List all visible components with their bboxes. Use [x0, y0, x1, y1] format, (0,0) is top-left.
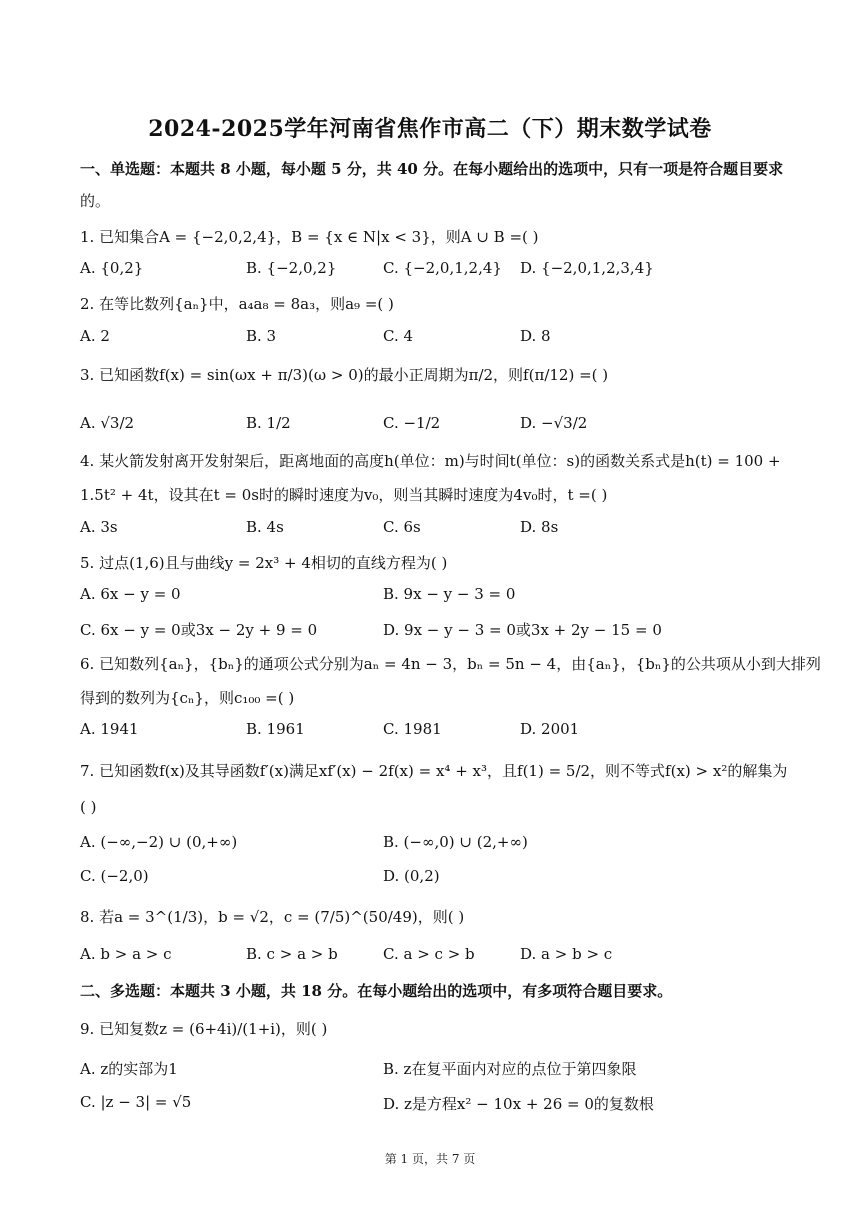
question-7-stem: 7. 已知函数f(x)及其导函数f′(x)满足xf′(x) − 2f(x) = x⁴ + x³，且f(1) = 5/2，则不等式f(x) > x²的解集为 [80, 762, 788, 780]
q3-option-c: C. −1/2 [383, 414, 441, 432]
question-8-stem: 8. 若a = 3^(1/3)，b = √2，c = (7/5)^(50/49)，则( ) [80, 908, 465, 926]
q8-option-a: A. b > a > c [80, 945, 172, 963]
q2-option-d: D. 8 [520, 327, 551, 345]
page-footer: 第 1 页，共 7 页 [384, 1152, 476, 1166]
q4-option-b: B. 4s [246, 518, 284, 536]
question-9-stem: 9. 已知复数z = (6+4i)/(1+i)，则( ) [80, 1020, 328, 1038]
page-title: 2024-2025学年河南省焦作市高二（下）期末数学试卷 [148, 116, 712, 142]
q4-option-d: D. 8s [520, 518, 559, 536]
q7-option-c: C. (−2,0) [80, 867, 149, 885]
section-heading-multiple-choice: 二、多选题：本题共 3 小题，共 18 分。在每小题给出的选项中，有多项符合题目要求。 [80, 982, 673, 1000]
q6-option-a: A. 1941 [80, 720, 139, 738]
q6-option-b: B. 1961 [246, 720, 305, 738]
q3-option-d: D. −√3/2 [520, 414, 588, 432]
q8-option-b: B. c > a > b [246, 945, 338, 963]
section-heading-single-choice: 一、单选题：本题共 8 小题，每小题 5 分，共 40 分。在每小题给出的选项中，只有一项是符合题目要求 [80, 160, 784, 178]
question-9-options-row2 [80, 1093, 780, 1115]
question-8-options [80, 945, 780, 967]
question-1-stem: 1. 已知集合A = {−2,0,2,4}，B = {x ∈ N|x < 3}，则A ∪ B =( ) [80, 228, 539, 246]
q5-option-c: C. 6x − y = 0或3x − 2y + 9 = 0 [80, 621, 318, 639]
question-5-options-row2 [80, 619, 780, 641]
question-1-options [80, 259, 780, 281]
q8-option-c: C. a > c > b [383, 945, 475, 963]
q5-option-a: A. 6x − y = 0 [80, 585, 181, 603]
q8-option-d: D. a > b > c [520, 945, 613, 963]
q7-option-a: A. (−∞,−2) ∪ (0,+∞) [80, 833, 238, 851]
question-5-options-row1 [80, 585, 780, 607]
question-9-options-row1 [80, 1058, 780, 1080]
question-2-stem: 2. 在等比数列{aₙ}中，a₄a₈ = 8a₃，则a₉ =( ) [80, 295, 394, 313]
section-heading-single-choice-cont: 的。 [80, 192, 111, 210]
q4-option-c: C. 6s [383, 518, 421, 536]
q7-option-d: D. (0,2) [383, 867, 440, 885]
question-5-stem: 5. 过点(1,6)且与曲线y = 2x³ + 4相切的直线方程为( ) [80, 554, 448, 572]
question-7-stem-cont: ( ) [80, 798, 97, 816]
q7-option-b: B. (−∞,0) ∪ (2,+∞) [383, 833, 528, 851]
q3-option-b: B. 1/2 [246, 414, 291, 432]
question-4-stem-cont: 1.5t² + 4t，设其在t = 0s时的瞬时速度为v₀，则当其瞬时速度为4v₀时，t =( ) [80, 486, 608, 504]
q2-option-c: C. 4 [383, 327, 414, 345]
question-6-stem-cont: 得到的数列为{cₙ}，则c₁₀₀ =( ) [80, 689, 295, 707]
q5-option-d: D. 9x − y − 3 = 0或3x + 2y − 15 = 0 [383, 621, 662, 639]
q6-option-d: D. 2001 [520, 720, 580, 738]
question-6-options [80, 720, 780, 742]
q1-option-d: D. {−2,0,1,2,3,4} [520, 259, 654, 277]
question-4-options [80, 518, 780, 540]
question-3-stem: 3. 已知函数f(x) = sin(ωx + π/3)(ω > 0)的最小正周期为π/2，则f(π/12) =( ) [80, 366, 609, 384]
q5-option-b: B. 9x − y − 3 = 0 [383, 585, 516, 603]
q9-option-a: A. z的实部为1 [80, 1060, 178, 1078]
question-4-stem: 4. 某火箭发射离开发射架后，距离地面的高度h(单位：m)与时间t(单位：s)的函数关系式是h(t) = 100 + [80, 452, 781, 470]
question-2-options [80, 327, 780, 349]
q1-option-a: A. {0,2} [80, 259, 144, 277]
q1-option-b: B. {−2,0,2} [246, 259, 337, 277]
q9-option-d: D. z是方程x² − 10x + 26 = 0的复数根 [383, 1095, 654, 1113]
question-7-options-row2 [80, 867, 780, 889]
question-6-stem: 6. 已知数列{aₙ}，{bₙ}的通项公式分别为aₙ = 4n − 3，bₙ = 5n − 4，由{aₙ}，{bₙ}的公共项从小到大排列 [80, 655, 821, 673]
question-7-options-row1 [80, 833, 780, 855]
q9-option-b: B. z在复平面内对应的点位于第四象限 [383, 1060, 637, 1078]
q6-option-c: C. 1981 [383, 720, 442, 738]
q1-option-c: C. {−2,0,1,2,4} [383, 259, 502, 277]
q9-option-c: C. |z − 3| = √5 [80, 1093, 192, 1111]
q3-option-a: A. √3/2 [80, 414, 135, 432]
q4-option-a: A. 3s [80, 518, 118, 536]
question-3-options [80, 414, 780, 436]
q2-option-b: B. 3 [246, 327, 277, 345]
q2-option-a: A. 2 [80, 327, 110, 345]
